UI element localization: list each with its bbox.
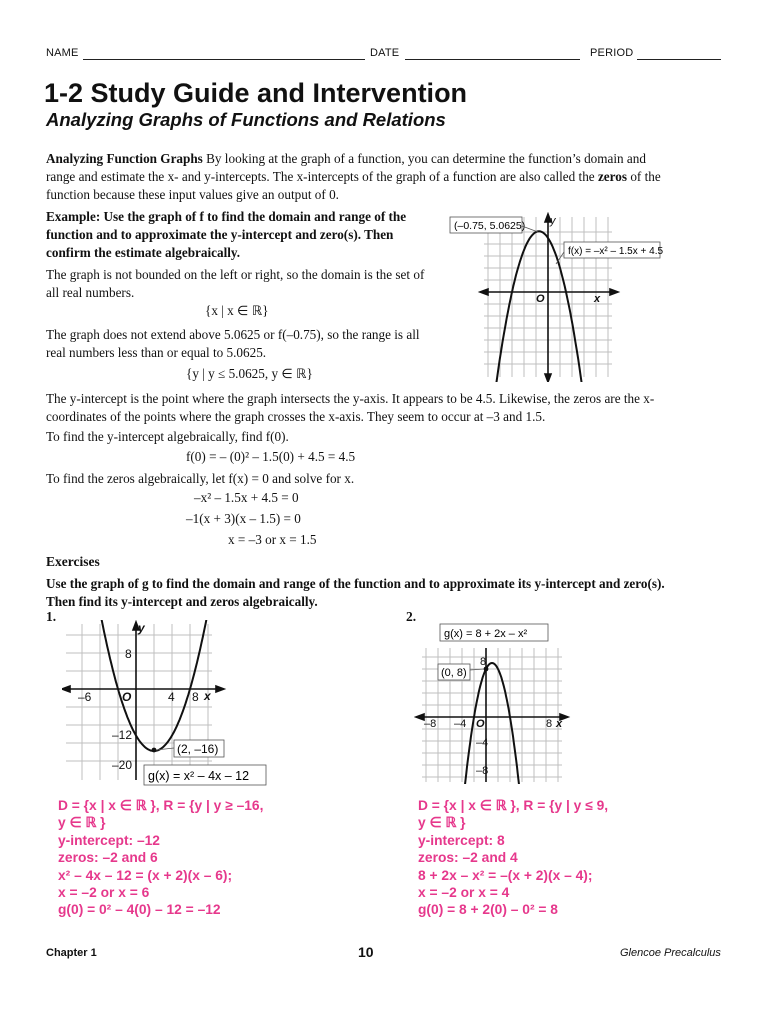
- ex2-answer-line: D = {x | x ∈ ℝ }, R = {y | y ≤ 9,: [418, 798, 609, 813]
- ex2-answer-line: 8 + 2x – x² = –(x + 2)(x – 4);: [418, 867, 593, 883]
- instructions-line2: Then find its y-intercept and zeros algebraically.: [46, 594, 318, 610]
- ex2-point-label: (0, 8): [441, 667, 467, 679]
- range-line1: The graph does not extend above 5.0625 or f(–0.75), so the range is all: [46, 327, 420, 342]
- ex1-answer-line: x = –2 or x = 6: [58, 885, 150, 901]
- exercises-heading: Exercises: [46, 554, 100, 569]
- ex1-tick-y-neg12: –12: [112, 728, 133, 742]
- example-function-label: f(x) = –x² – 1.5x + 4.5: [568, 246, 664, 257]
- ex2-tick-x-neg4: –4: [454, 718, 467, 730]
- domain-line2: all real numbers.: [46, 285, 135, 301]
- f0-equation: f(0) = – (0)² – 1.5(0) + 4.5 = 4.5: [186, 449, 356, 464]
- example-origin: O: [536, 293, 545, 305]
- ex1-y-label: y: [138, 621, 145, 635]
- ex1-function-label: g(x) = x² – 4x – 12: [148, 769, 250, 783]
- instructions-line1: Use the graph of g to find the domain and range of the function and to approximate its y-intercept and zero(s).: [46, 576, 665, 591]
- ex2-answer-line: y-intercept: 8: [418, 832, 505, 848]
- period-label: PERIOD: [590, 47, 634, 59]
- intro-line2: range and estimate the x- and y-intercepts. The x-intercepts of the graph of a function are also called the: [46, 169, 595, 185]
- footer-book: Glencoe Precalculus: [620, 947, 721, 959]
- example-line3: confirm the estimate algebraically.: [46, 245, 241, 261]
- exercise-1-graph: [62, 620, 272, 790]
- find-y-text: To find the y-intercept algebraically, find f(0).: [46, 429, 289, 444]
- ex1-point-label: (2, –16): [177, 742, 219, 756]
- find-zeros-text: To find the zeros algebraically, let f(x) = 0 and solve for x.: [46, 471, 355, 486]
- ex2-tick-y-8: 8: [480, 656, 487, 668]
- intro-line2-end: of the: [630, 169, 661, 185]
- example-y-label: y: [550, 215, 556, 227]
- example-x-label: x: [594, 293, 601, 305]
- ex1-answer-line: zeros: –2 and 6: [58, 850, 158, 866]
- ex1-tick-x-8: 8: [192, 690, 199, 704]
- exercise-2-graph: [414, 622, 574, 784]
- exercise-1-answers: [58, 797, 388, 919]
- range-set: {y | y ≤ 5.0625, y ∈ ℝ}: [186, 366, 313, 381]
- ex2-function-label: g(x) = 8 + 2x – x²: [444, 628, 528, 640]
- ex1-tick-x-4: 4: [168, 690, 175, 704]
- intercept-line2: coordinates of the points where the graph crosses the x-axis. They seem to occur at –3 and 1.5.: [46, 409, 546, 425]
- intercept-text: [46, 390, 736, 426]
- example-line2: function and to approximate the y-intercept and zero(s). Then: [46, 227, 394, 243]
- ex2-x-label: x: [556, 718, 563, 730]
- intro-line1: By looking at the graph of a function, you can determine the function’s domain and: [206, 151, 646, 166]
- example-line1: Example: Use the graph of f to find the domain and range of the: [46, 209, 407, 224]
- intercept-line1: The y-intercept is the point where the graph intersects the y-axis. It appears to be 4.5. Likewise, the zeros are the x-: [46, 391, 655, 406]
- zeros-step1: –x² – 1.5x + 4.5 = 0: [194, 490, 299, 505]
- example-graph: [448, 212, 664, 382]
- ex1-answer-line: y-intercept: –12: [58, 832, 160, 848]
- ex1-answer-line: g(0) = 0² – 4(0) – 12 = –12: [58, 902, 221, 918]
- name-label: NAME: [46, 47, 79, 59]
- exercise-1-number: 1.: [46, 609, 57, 624]
- exercise-2-answers: [418, 797, 738, 919]
- intro-paragraph: [46, 150, 726, 205]
- ex2-answer-line: y ∈ ℝ }: [418, 815, 466, 831]
- footer-page-number: 10: [358, 944, 374, 960]
- example-point-label: (–0.75, 5.0625): [454, 220, 526, 232]
- exercise-2-number: 2.: [406, 609, 417, 624]
- period-blank[interactable]: [637, 59, 721, 60]
- domain-set: {x | x ∈ ℝ}: [205, 303, 269, 318]
- intro-line3: function because these input values give an output of 0.: [46, 187, 339, 203]
- ex1-answer-line: D = {x | x ∈ ℝ }, R = {y | y ≥ –16,: [58, 798, 264, 813]
- ex1-answer-line: y ∈ ℝ }: [58, 815, 106, 831]
- ex2-answer-line: zeros: –2 and 4: [418, 850, 518, 866]
- ex1-x-label: x: [204, 689, 211, 703]
- ex1-tick-x-neg6: –6: [78, 690, 92, 704]
- exercises-instructions: [46, 575, 736, 611]
- zeros-step2: –1(x + 3)(x – 1.5) = 0: [186, 511, 301, 526]
- name-blank[interactable]: [83, 59, 365, 60]
- ex2-origin: O: [476, 718, 485, 730]
- ex1-tick-y-neg20: –20: [112, 758, 133, 772]
- domain-line1: The graph is not bounded on the left or right, so the domain is the set of: [46, 267, 425, 282]
- range-text: [46, 326, 446, 362]
- date-label: DATE: [370, 47, 400, 59]
- ex1-tick-y-8: 8: [125, 647, 132, 661]
- ex2-tick-x-8: 8: [546, 718, 553, 730]
- date-blank[interactable]: [405, 59, 580, 60]
- ex2-tick-x-neg8: –8: [424, 718, 437, 730]
- domain-text: [46, 266, 446, 302]
- ex2-tick-y-neg4: –4: [476, 737, 489, 749]
- ex1-origin: O: [122, 690, 132, 704]
- zeros-step3: x = –3 or x = 1.5: [228, 532, 317, 547]
- footer-chapter: Chapter 1: [46, 947, 97, 959]
- range-line2: real numbers less than or equal to 5.0625.: [46, 345, 267, 361]
- ex1-answer-line: x² – 4x – 12 = (x + 2)(x – 6);: [58, 867, 233, 883]
- intro-heading: Analyzing Function Graphs: [46, 151, 203, 166]
- example-heading: [46, 208, 446, 263]
- ex2-answer-line: x = –2 or x = 4: [418, 885, 510, 901]
- page-title: 1-2 Study Guide and Intervention: [44, 78, 468, 108]
- ex2-tick-y-neg8: –8: [476, 765, 489, 777]
- ex2-answer-line: g(0) = 8 + 2(0) – 0² = 8: [418, 902, 558, 918]
- zeros-term: zeros: [597, 169, 628, 185]
- page-subtitle: Analyzing Graphs of Functions and Relations: [46, 109, 446, 130]
